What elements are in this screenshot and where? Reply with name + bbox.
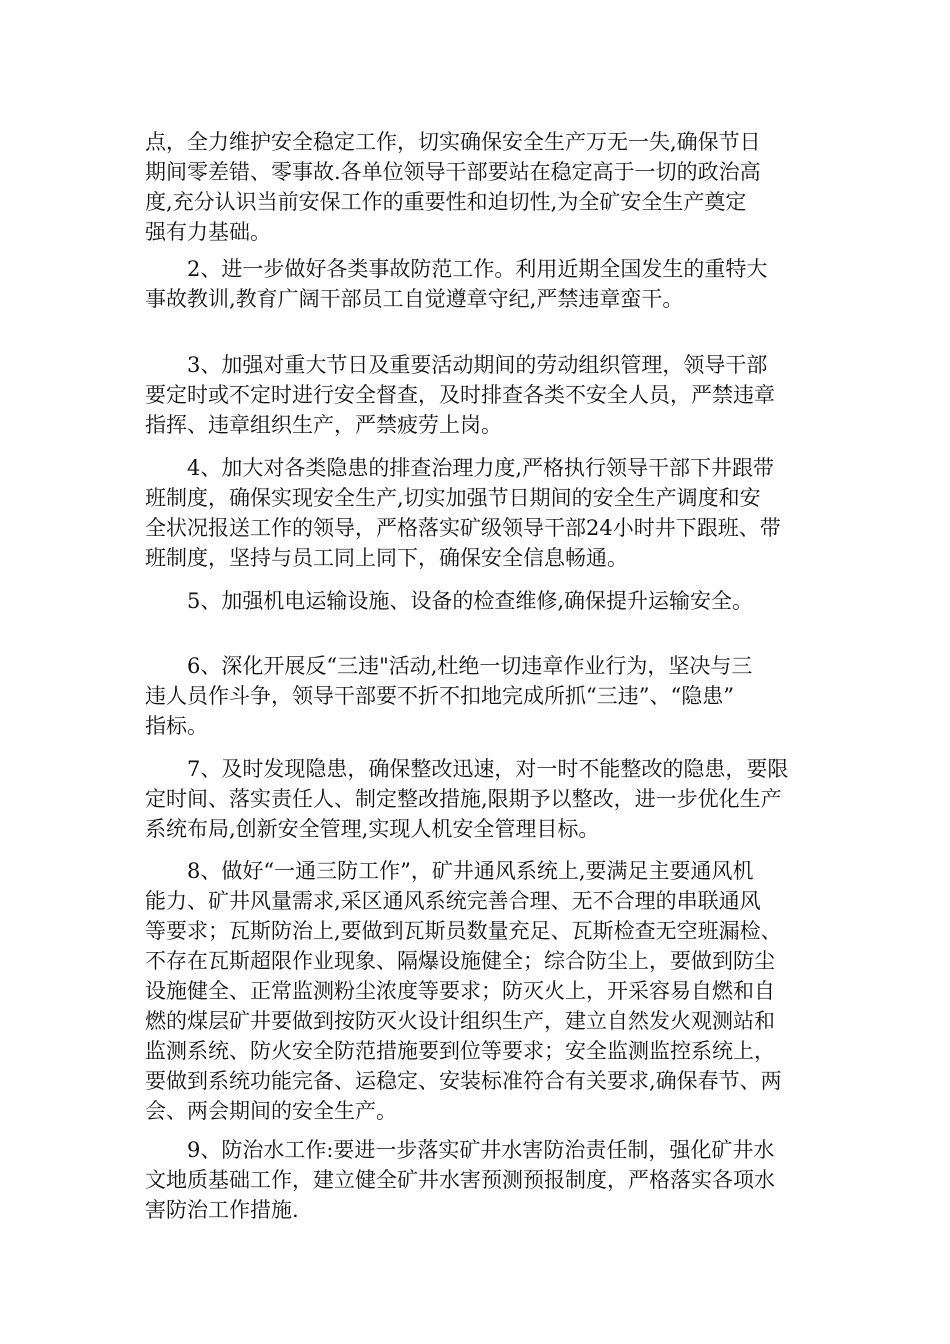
text-line: 8、做好“一通三防工作”，矿井通风系统上,要满足主要通风机 xyxy=(187,859,754,883)
text-line: 点，全力维护安全稳定工作，切实确保安全生产万无一失,确保节日 xyxy=(145,130,761,154)
paragraph-item-3 xyxy=(145,350,815,440)
text-line: 违人员作斗争，领导干部要不折不扣地完成所抓“三违”、“隐患” xyxy=(145,684,734,708)
text-line: 监测系统、防火安全防范措施要到位等要求；安全监测监控系统上， xyxy=(145,1039,775,1063)
text-line: 指挥、违章组织生产，严禁疲劳上岗。 xyxy=(145,413,502,437)
text-line: 班制度，坚持与员工同上同下，确保安全信息畅通。 xyxy=(145,546,628,570)
text-line: 7、及时发现隐患，确保整改迅速，对一时不能整改的隐患，要限 xyxy=(187,757,789,781)
text-line: 班制度，确保实现安全生产,切实加强节日期间的安全生产调度和安 xyxy=(145,486,761,510)
text-line: 燃的煤层矿井要做到按防灭火设计组织生产，建立自然发火观测站和 xyxy=(145,1009,775,1033)
text-line: 强有力基础。 xyxy=(145,220,271,244)
paragraph-item-7 xyxy=(145,754,815,844)
paragraph-item-2 xyxy=(145,254,815,314)
text-line: 文地质基础工作，建立健全矿井水害预测预报制度，严格落实各项水 xyxy=(145,1168,775,1192)
paragraph-item-5 xyxy=(145,586,815,616)
text-line: 能力、矿井风量需求,采区通风系统完善合理、无不合理的串联通风 xyxy=(145,889,761,913)
paragraph-item-8 xyxy=(145,856,815,1126)
text-line: 不存在瓦斯超限作业现象、隔爆设施健全；综合防尘上，要做到防尘 xyxy=(145,949,775,973)
text-line: 5、加强机电运输设施、设备的检查维修,确保提升运输安全。 xyxy=(187,589,754,613)
text-line: 要做到系统功能完备、运稳定、安装标准符合有关要求,确保春节、两 xyxy=(145,1069,782,1093)
paragraph-item-4 xyxy=(145,453,815,573)
text-line: 指标。 xyxy=(145,714,208,738)
text-line: 事故教训,教育广阔干部员工自觉遵章守纪,严禁违章蛮干。 xyxy=(145,287,684,311)
text-line: 9、防治水工作:要进一步落实矿井水害防治责任制，强化矿井水 xyxy=(187,1138,775,1162)
text-line: 设施健全、正常监测粉尘浓度等要求；防灭火上，开采容易自燃和自 xyxy=(145,979,775,1003)
paragraph-item-6 xyxy=(145,651,815,741)
text-line: 定时间、落实责任人、制定整改措施,限期予以整改，进一步优化生产 xyxy=(145,787,782,811)
text-line: 2、进一步做好各类事故防范工作。利用近期全国发生的重特大 xyxy=(187,257,768,281)
text-line: 4、加大对各类隐患的排查治理力度,严格执行领导干部下井跟带 xyxy=(187,456,775,480)
paragraph-item-9 xyxy=(145,1135,815,1225)
text-line: 3、加强对重大节日及重要活动期间的劳动组织管理，领导干部 xyxy=(187,353,768,377)
text-line: 全状况报送工作的领导，严格落实矿级领导干部24小时井下跟班、带 xyxy=(145,516,781,540)
text-line: 要定时或不定时进行安全督查，及时排查各类不安全人员，严禁违章 xyxy=(145,383,775,407)
text-line: 害防治工作措施. xyxy=(145,1198,299,1222)
text-line: 6、深化开展反“三违"活动,杜绝一切违章作业行为，坚决与三 xyxy=(187,654,753,678)
text-line: 系统布局,创新安全管理,实现人机安全管理目标。 xyxy=(145,817,600,841)
text-line: 等要求；瓦斯防治上,要做到瓦斯员数量充足、瓦斯检查无空班漏检、 xyxy=(145,919,782,943)
paragraph-continuation xyxy=(145,127,815,247)
text-line: 度,充分认识当前安保工作的重要性和迫切性,为全矿安全生产奠定 xyxy=(145,190,747,214)
text-line: 期间零差错、零事故.各单位领导干部要站在稳定高于一切的政治高 xyxy=(145,160,761,184)
text-line: 会、两会期间的安全生产。 xyxy=(145,1099,397,1123)
